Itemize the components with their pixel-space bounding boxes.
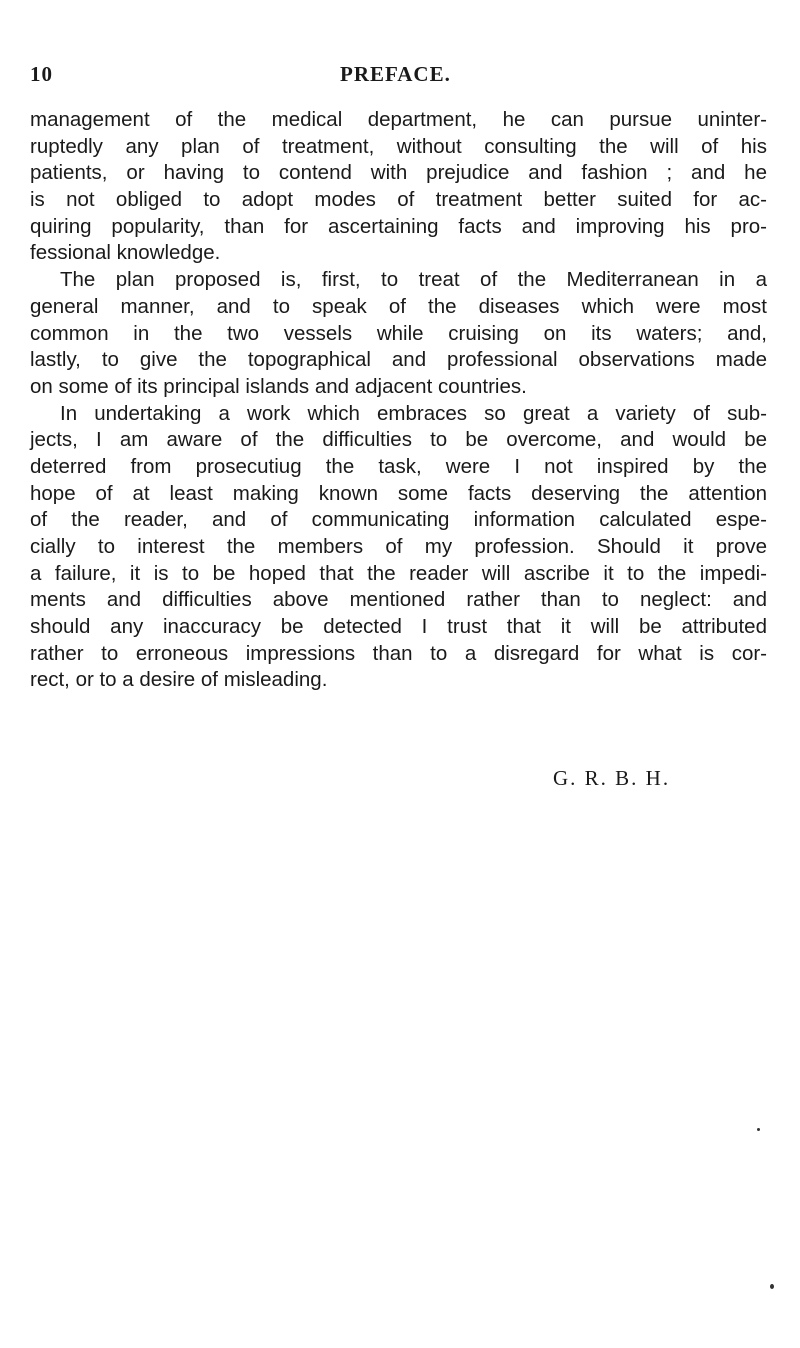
ink-speck [770, 1284, 774, 1289]
page-header [30, 62, 770, 88]
text-line: hope of at least making known some facts deserving the attention [30, 481, 767, 505]
text-line: quiring popularity, than for ascertaining facts and improving his pro- [30, 214, 767, 238]
text-line: ruptedly any plan of treatment, without consulting the will of his [30, 134, 767, 158]
text-line: common in the two vessels while cruising on its waters; and, [30, 321, 767, 345]
text-line: is not obliged to adopt modes of treatment better suited for ac- [30, 188, 767, 212]
text-line: a failure, it is to be hoped that the reader will ascribe it to the impedi- [30, 561, 767, 585]
text-line: lastly, to give the topographical and professional observations made [30, 348, 767, 372]
text-line: of the reader, and of communicating information calculated espe- [30, 508, 767, 532]
text-line: general manner, and to speak of the diseases which were most [30, 294, 767, 318]
text-line: should any inaccuracy be detected I trust that it will be attributed [30, 615, 767, 639]
ink-speck [757, 1128, 760, 1131]
text-line: jects, I am aware of the difficulties to be overcome, and would be [30, 428, 767, 452]
text-line: fessional knowledge. [30, 241, 221, 265]
text-line: ments and difficulties above mentioned rather than to neglect: and [30, 588, 767, 612]
text-line: deterred from prosecutiug the task, were I not inspired by the [30, 454, 767, 478]
text-line: rather to erroneous impressions than to a disregard for what is cor- [30, 641, 767, 665]
text-line: cially to interest the members of my profession. Should it prove [30, 535, 767, 558]
text-line: In undertaking a work which embraces so great a variety of sub- [60, 401, 767, 425]
text-line: management of the medical department, he can pursue uninter- [30, 108, 767, 131]
text-line: on some of its principal islands and adjacent countries. [30, 374, 527, 398]
body-text [30, 107, 767, 694]
page-number: 10 [30, 62, 53, 86]
text-line: rect, or to a desire of misleading. [30, 668, 328, 692]
author-signature: G. R. B. H. [553, 766, 671, 790]
text-line: patients, or having to contend with prejudice and fashion ; and he [30, 161, 767, 185]
text-line: The plan proposed is, first, to treat of the Mediterranean in a [60, 268, 767, 292]
running-head: PREFACE. [340, 62, 451, 86]
